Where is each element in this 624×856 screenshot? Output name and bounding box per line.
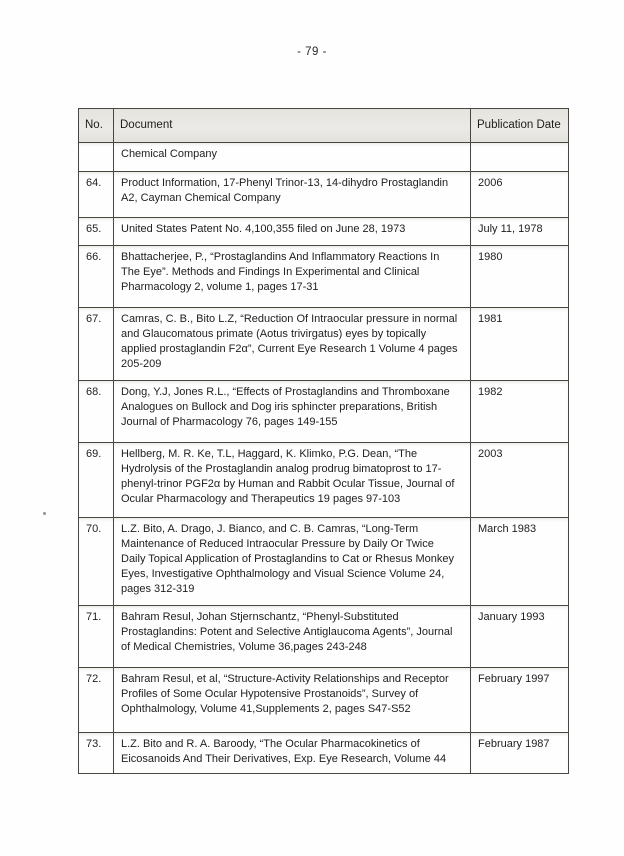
row-date-cell: January 1993 [471,606,569,668]
col-header-publication-date: Publication Date [471,109,569,143]
col-header-no: No. [79,109,114,143]
row-no-cell: 65. [79,218,114,246]
table-row [79,218,569,246]
row-no-cell: 66. [79,246,114,308]
row-document-cell: United States Patent No. 4,100,355 filed on June 28, 1973 [114,218,471,246]
row-document-cell: L.Z. Bito, A. Drago, J. Bianco, and C. B. Camras, “Long-Term Maintenance of Reduced Intraocular Pressure by Daily Or Twice Daily Topical Application of Prostaglandins to Cat or Rhesus Monkey Eyes, Investigative Ophthalmology and Visual Science Volume 24, pages 312-319 [114,518,471,606]
table-row [79,172,569,218]
row-date-cell: February 1987 [471,733,569,774]
row-date-cell: March 1983 [471,518,569,606]
row-no-cell: 64. [79,172,114,218]
row-date-cell: 1981 [471,308,569,381]
row-date-cell: July 11, 1978 [471,218,569,246]
table-body [79,143,569,774]
row-document-cell: Bahram Resul, et al, “Structure-Activity Relationships and Receptor Profiles of Some Ocular Hypotensive Prostanoids”, Survey of Ophthalmology, Volume 41,Supplements 2, pages S47-S52 [114,668,471,733]
row-no-cell: 69. [79,443,114,518]
row-date-cell: 2006 [471,172,569,218]
row-document-cell: Dong, Y.J, Jones R.L., “Effects of Prostaglandins and Thromboxane Analogues on Bullock and Dog iris sphincter preparations, British Journal of Pharmacology 76, pages 149-155 [114,381,471,443]
row-date-cell: 1980 [471,246,569,308]
scan-speck [43,512,46,515]
row-date-cell: February 1997 [471,668,569,733]
row-no-cell: 72. [79,668,114,733]
row-date-cell: 2003 [471,443,569,518]
row-no-cell: 73. [79,733,114,774]
references-table [78,108,569,774]
table-row [79,443,569,518]
table-row [79,308,569,381]
row-document-cell: Chemical Company [114,143,471,172]
page-number: - 79 - [297,46,327,58]
row-document-cell: Bhattacherjee, P., “Prostaglandins And Inflammatory Reactions In The Eye”. Methods and Findings In Experimental and Clinical Pharmacology 2, volume 1, pages 17-31 [114,246,471,308]
table-row [79,381,569,443]
col-header-document: Document [114,109,471,143]
row-document-cell: Camras, C. B., Bito L.Z, “Reduction Of Intraocular pressure in normal and Glaucomatous primate (Aotus trivirgatus) eyes by topically applied prostaglandin F2α”, Current Eye Research 1 Volume 4 pages 205-209 [114,308,471,381]
row-no-cell: 70. [79,518,114,606]
table-row [79,518,569,606]
row-no-cell: 67. [79,308,114,381]
table-row [79,246,569,308]
table-header-row [79,109,569,143]
row-document-cell: L.Z. Bito and R. A. Baroody, “The Ocular Pharmacokinetics of Eicosanoids And Their Derivatives, Exp. Eye Research, Volume 44 [114,733,471,774]
row-no-cell [79,143,114,172]
table-row [79,668,569,733]
row-document-cell: Hellberg, M. R. Ke, T.L, Haggard, K. Klimko, P.G. Dean, “The Hydrolysis of the Prostaglandin analog prodrug bimatoprost to 17-phenyl-trinor PGF2α by Human and Rabbit Ocular Tissue, Journal of Ocular Pharmacology and Therapeutics 19 pages 97-103 [114,443,471,518]
table-row [79,143,569,172]
row-date-cell: 1982 [471,381,569,443]
row-date-cell [471,143,569,172]
row-document-cell: Bahram Resul, Johan Stjernschantz, “Phenyl-Substituted Prostaglandins: Potent and Selective Antiglaucoma Agents”, Journal of Medical Chemistries, Volume 36,pages 243-248 [114,606,471,668]
table-row [79,733,569,774]
table-row [79,606,569,668]
row-no-cell: 68. [79,381,114,443]
row-document-cell: Product Information, 17-Phenyl Trinor-13, 14-dihydro Prostaglandin A2, Cayman Chemical Company [114,172,471,218]
row-no-cell: 71. [79,606,114,668]
